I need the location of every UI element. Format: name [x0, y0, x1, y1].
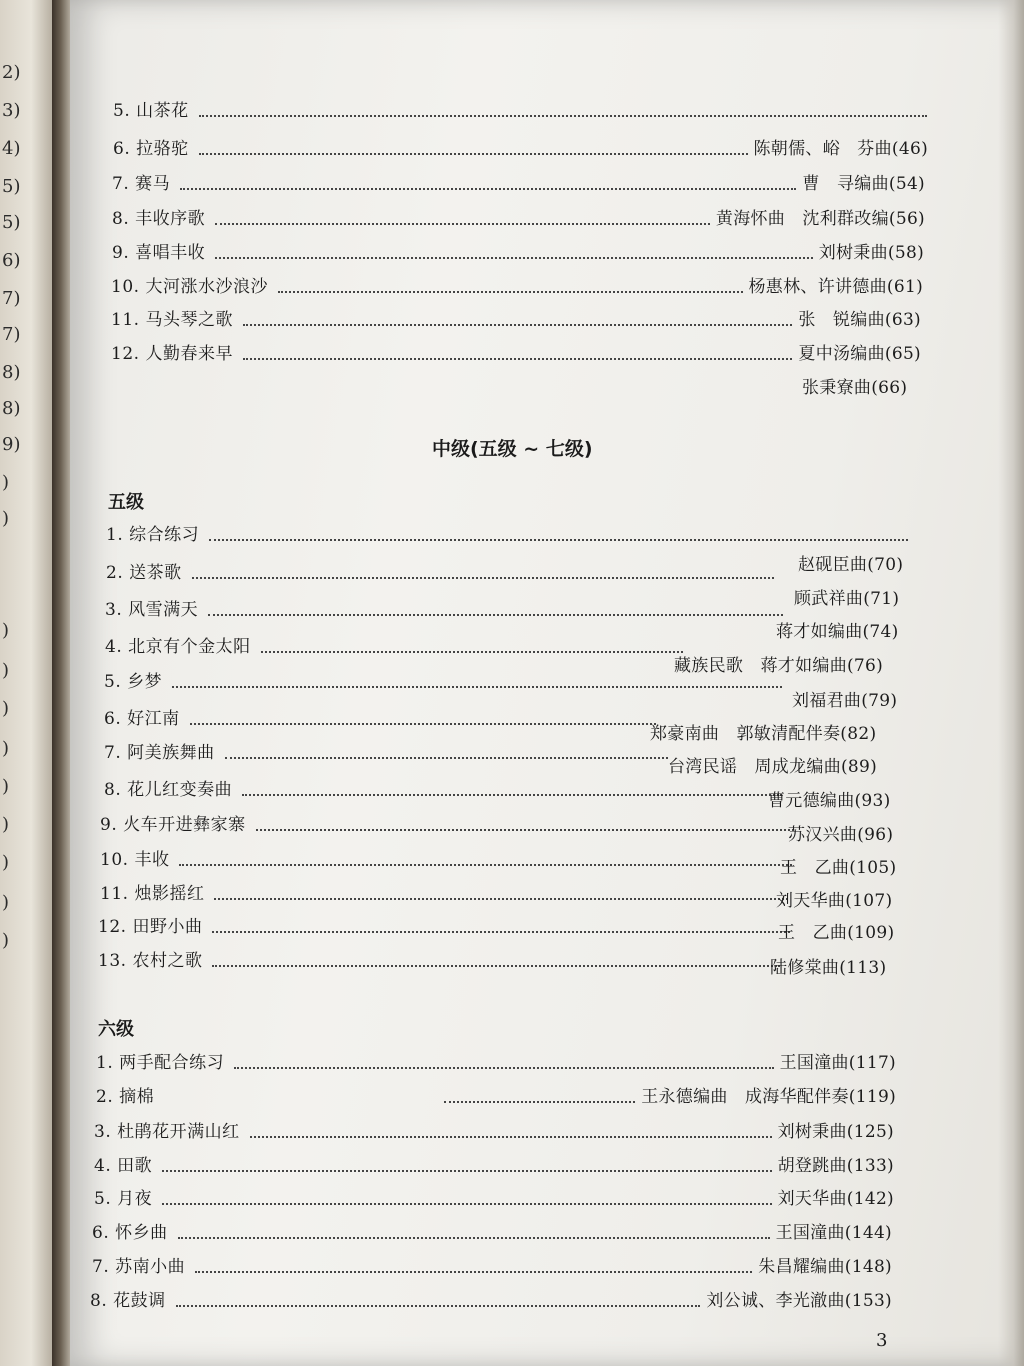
toc-entry-title: 3. 杜鹃花开满山红: [94, 1122, 240, 1142]
toc-entry-credit: 赵砚臣曲(70): [798, 555, 904, 575]
toc-entry-credit: 刘树秉曲(58): [818, 243, 924, 263]
page-number: 3: [876, 1330, 888, 1351]
left-page-edge: [0, 0, 52, 1366]
toc-entry-credit: 杨惠林、许讲德曲(61): [748, 277, 923, 297]
left-margin-mark: 8): [2, 362, 21, 383]
toc-leader-dots: [256, 829, 794, 831]
toc-entry-title: 1. 两手配合练习: [96, 1053, 225, 1073]
toc-leader-dots: [234, 1067, 773, 1069]
toc-leader-dots: [179, 864, 792, 866]
toc-entry-title: 12. 人勤春来早: [111, 344, 233, 364]
left-margin-mark: 5): [2, 212, 21, 233]
toc-entry-title: 2. 摘棉: [96, 1087, 155, 1107]
toc-entry-credit: 胡登跳曲(133): [777, 1156, 894, 1176]
toc-entry-title: 7. 赛马: [112, 174, 171, 194]
toc-entry-title: 12. 田野小曲: [98, 917, 203, 937]
toc-entry-credit: 朱昌耀编曲(148): [758, 1257, 892, 1277]
toc-leader-dots: [215, 257, 813, 259]
toc-entry-credit: 蒋才如编曲(74): [776, 622, 899, 642]
toc-entry: [96, 1048, 896, 1073]
toc-entry-credit: 张秉寮曲(66): [802, 378, 908, 398]
left-margin-mark: ): [2, 508, 10, 529]
section-header-grade6: 六级: [98, 1019, 134, 1040]
left-margin-mark: ): [2, 892, 10, 913]
toc-entry-credit: 王 乙曲(109): [778, 923, 895, 943]
left-margin-mark: ): [2, 620, 10, 641]
toc-entry: [111, 272, 923, 297]
toc-entry-credit: 王国潼曲(144): [775, 1223, 892, 1243]
toc-leader-dots: [195, 1271, 752, 1273]
toc-entry-credit: 苏汉兴曲(96): [788, 825, 894, 845]
toc-entry-credit: 陆修棠曲(113): [770, 958, 887, 978]
toc-entry: [94, 1184, 894, 1209]
toc-entry-title: 10. 大河涨水沙浪沙: [111, 277, 268, 297]
left-margin-mark: ): [2, 852, 10, 873]
left-margin-mark: 6): [2, 250, 21, 271]
toc-entry: [96, 1082, 896, 1107]
toc-leader-dots: [208, 614, 783, 616]
left-margin-mark: ): [2, 776, 10, 797]
toc-entry: [111, 339, 921, 364]
toc-entry-credit-line: [668, 752, 877, 777]
toc-entry: [112, 238, 924, 263]
left-margin-mark: ): [2, 698, 10, 719]
page-edge-shadow: [998, 0, 1024, 1366]
toc-orphan-credit: [802, 373, 907, 398]
toc-entry: [104, 667, 912, 692]
toc-entry-credit: 刘树秉曲(125): [777, 1122, 894, 1142]
toc-entry: [92, 1252, 892, 1277]
toc-leader-dots: [180, 188, 796, 190]
book-page: [70, 0, 1024, 1366]
toc-entry-title: 6. 拉骆驼: [113, 139, 189, 159]
toc-entry: [111, 305, 921, 330]
toc-entry-credit: 藏族民歌 蒋才如编曲(76): [674, 656, 884, 676]
toc-entry-title: 4. 北京有个金太阳: [105, 637, 251, 657]
toc-entry-title: 5. 山茶花: [113, 101, 189, 121]
toc-entry-credit: 王 乙曲(105): [780, 858, 897, 878]
level-heading: 中级(五级 ~ 七级): [432, 438, 593, 460]
left-margin-mark: 7): [2, 288, 21, 309]
toc-entry: [92, 1218, 892, 1243]
toc-leader-dots: [261, 651, 683, 653]
toc-entry: [113, 96, 933, 121]
toc-entry-credit-line: [788, 820, 893, 845]
toc-entry-credit: 夏中汤编曲(65): [798, 344, 921, 364]
toc-entry-title: 5. 乡梦: [104, 672, 163, 692]
toc-entry-credit: 台湾民谣 周成龙编曲(89): [668, 757, 878, 777]
toc-leader-dots: [444, 1101, 635, 1103]
toc-entry-credit-line: [770, 953, 886, 978]
toc-entry-title: 6. 好江南: [104, 709, 180, 729]
toc-entry-title: 2. 送茶歌: [106, 563, 182, 583]
left-margin-mark: ): [2, 814, 10, 835]
toc-entry-title: 8. 丰收序歌: [112, 209, 206, 229]
toc-entry: [94, 1117, 894, 1142]
toc-entry-title: 6. 怀乡曲: [92, 1223, 168, 1243]
toc-entry-title: 10. 丰收: [100, 850, 170, 870]
toc-entry-title: 5. 月夜: [94, 1189, 153, 1209]
left-margin-mark: 5): [2, 176, 21, 197]
toc-leader-dots: [214, 898, 788, 900]
toc-leader-dots: [212, 965, 780, 967]
toc-entry-title: 1. 综合练习: [106, 525, 200, 545]
toc-entry-title: 13. 农村之歌: [98, 951, 203, 971]
toc-entry-credit: 郑豪南曲 郭敏清配伴奏(82): [650, 724, 877, 744]
toc-leader-dots: [190, 723, 656, 725]
toc-leader-dots: [199, 153, 748, 155]
toc-leader-dots: [209, 539, 908, 541]
toc-leader-dots: [242, 794, 782, 796]
toc-leader-dots: [243, 358, 792, 360]
left-margin-mark: ): [2, 472, 10, 493]
section-header-grade5: 五级: [108, 492, 144, 513]
left-margin-mark: ): [2, 930, 10, 951]
toc-leader-dots: [162, 1170, 771, 1172]
toc-leader-dots: [199, 115, 927, 117]
toc-entry-credit: 王永德编曲 成海华配伴奏(119): [641, 1087, 896, 1107]
toc-entry-credit: 顾武祥曲(71): [794, 589, 900, 609]
left-margin-mark: 8): [2, 398, 21, 419]
left-margin-mark: 7): [2, 324, 21, 345]
toc-entry-title: 8. 花儿红变奏曲: [104, 780, 233, 800]
toc-leader-dots: [278, 291, 743, 293]
toc-entry-title: 4. 田歌: [94, 1156, 153, 1176]
toc-entry: [90, 1286, 892, 1311]
toc-entry-credit: 刘天华曲(142): [777, 1189, 894, 1209]
toc-leader-dots: [162, 1203, 771, 1205]
toc-entry-credit-line: [780, 853, 896, 878]
toc-entry-title: 11. 烛影摇红: [100, 884, 205, 904]
toc-entry: [106, 520, 914, 545]
toc-entry: [112, 204, 925, 229]
toc-leader-dots: [243, 324, 792, 326]
toc-leader-dots: [250, 1136, 772, 1138]
toc-leader-dots: [178, 1237, 770, 1239]
toc-entry-credit: 曹 寻编曲(54): [802, 174, 925, 194]
toc-entry-credit-line: [778, 918, 894, 943]
toc-entry: [94, 1151, 894, 1176]
toc-entry-credit-line: [776, 886, 892, 911]
toc-leader-dots: [215, 223, 710, 225]
left-margin-mark: ): [2, 738, 10, 759]
toc-leader-dots: [225, 757, 668, 759]
toc-entry-credit: 王国潼曲(117): [779, 1053, 896, 1073]
toc-entry-credit: 曹元德编曲(93): [768, 791, 891, 811]
toc-leader-dots: [176, 1305, 701, 1307]
toc-entry-title: 7. 苏南小曲: [92, 1257, 186, 1277]
toc-entry-title: 3. 风雪满天: [105, 600, 199, 620]
toc-entry-credit-line: [768, 786, 891, 811]
left-margin-mark: 2): [2, 62, 21, 83]
toc-entry: [112, 169, 925, 194]
toc-entry-credit: 黄海怀曲 沈利群改编(56): [715, 209, 925, 229]
toc-entry-credit: 刘公诚、李光澈曲(153): [706, 1291, 892, 1311]
toc-entry-credit: 陈朝儒、峪 芬曲(46): [753, 139, 928, 159]
left-margin-mark: 4): [2, 138, 21, 159]
toc-leader-dots: [212, 931, 790, 933]
toc-entry: [113, 134, 928, 159]
left-margin-mark: ): [2, 660, 10, 681]
toc-entry-credit: 刘天华曲(107): [776, 891, 893, 911]
toc-entry-title: 8. 花鼓调: [90, 1291, 166, 1311]
toc-entry-title: 11. 马头琴之歌: [111, 310, 233, 330]
toc-entry-title: 9. 喜唱丰收: [112, 243, 206, 263]
left-margin-mark: 3): [2, 100, 21, 121]
toc-entry: [106, 558, 914, 583]
left-margin-mark: 9): [2, 434, 21, 455]
toc-entry-title: 7. 阿美族舞曲: [104, 743, 215, 763]
toc-entry-credit: 刘福君曲(79): [792, 691, 898, 711]
toc-leader-dots: [172, 686, 782, 688]
toc-entry-title: 9. 火车开进彝家寨: [100, 815, 246, 835]
toc-leader-dots: [192, 577, 774, 579]
toc-entry-credit: 张 锐编曲(63): [798, 310, 921, 330]
